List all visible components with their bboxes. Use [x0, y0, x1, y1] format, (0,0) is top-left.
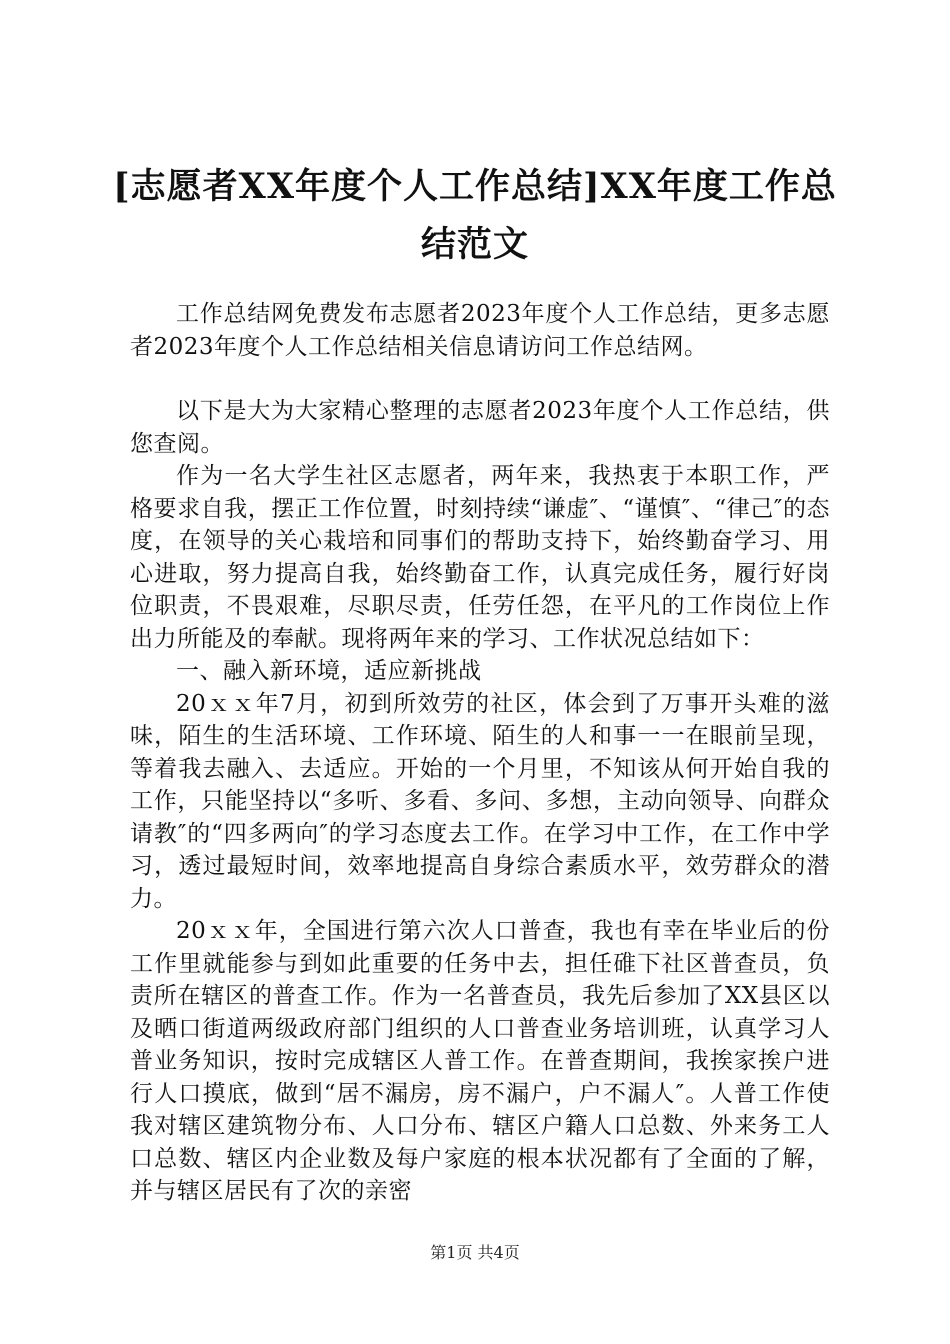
paragraph-overview: 作为一名大学生社区志愿者，两年来，我热衷于本职工作，严格要求自我，摆正工作位置，时刻持续“谦虚″、“谨慎″、“律己″的态度，在领导的关心栽培和同事们的帮助支持下，始终勤奋学习、用心进取，努力提高自我，始终勤奋工作，认真完成任务，履行好岗位职责，不畏艰难，尽职尽责，任劳任怨，在平凡的工作岗位上作出力所能及的奉献。现将两年来的学习、工作状况总结如下： — [130, 463, 830, 652]
paragraph-new-environment: 20ｘｘ年7月，初到所效劳的社区，体会到了万事开头难的滋味，陌生的生活环境、工作环境、陌生的人和事一一在眼前呈现，等着我去融入、去适应。开始的一个月里，不知该从何开始自我的工作，只能坚持以“多听、多看、多问、多想，主动向领导、向群众请教″的“四多两向″的学习态度去工作。在学习中工作，在工作中学习，透过最短时间，效率地提高自身综合素质水平，效劳群众的潜力。 — [130, 690, 830, 912]
page-footer: 第1页 共4页 — [430, 1243, 520, 1262]
paragraph-intro: 工作总结网免费发布志愿者2023年度个人工作总结，更多志愿者2023年度个人工作总结相关信息请访问工作总结网。 — [130, 301, 830, 360]
document-body — [130, 298, 830, 1208]
paragraph-census: 20ｘｘ年，全国进行第六次人口普查，我也有幸在毕业后的份工作里就能参与到如此重要的任务中去，担任碓下社区普查员，负责所在辖区的普查工作。作为一名普查员，我先后参加了XX县区以及晒口街道两级政府部门组织的人口普查业务培训班，认真学习人普业务知识，按时完成辖区人普工作。在普查期间，我挨家挨户进行人口摸底，做到“居不漏房，房不漏户，户不漏人″。人普工作使我对辖区建筑物分布、人口分布、辖区户籍人口总数、外来务工人口总数、辖区内企业数及每户家庭的根本状况都有了全面的了解，并与辖区居民有了次的亲密 — [130, 918, 830, 1204]
document-title: [志愿者XX年度个人工作总结]XX年度工作总结范文 — [113, 166, 837, 265]
paragraph-preface: 以下是大为大家精心整理的志愿者2023年度个人工作总结，供您查阅。 — [130, 398, 830, 457]
section-heading: 一、融入新环境，适应新挑战 — [176, 658, 482, 684]
